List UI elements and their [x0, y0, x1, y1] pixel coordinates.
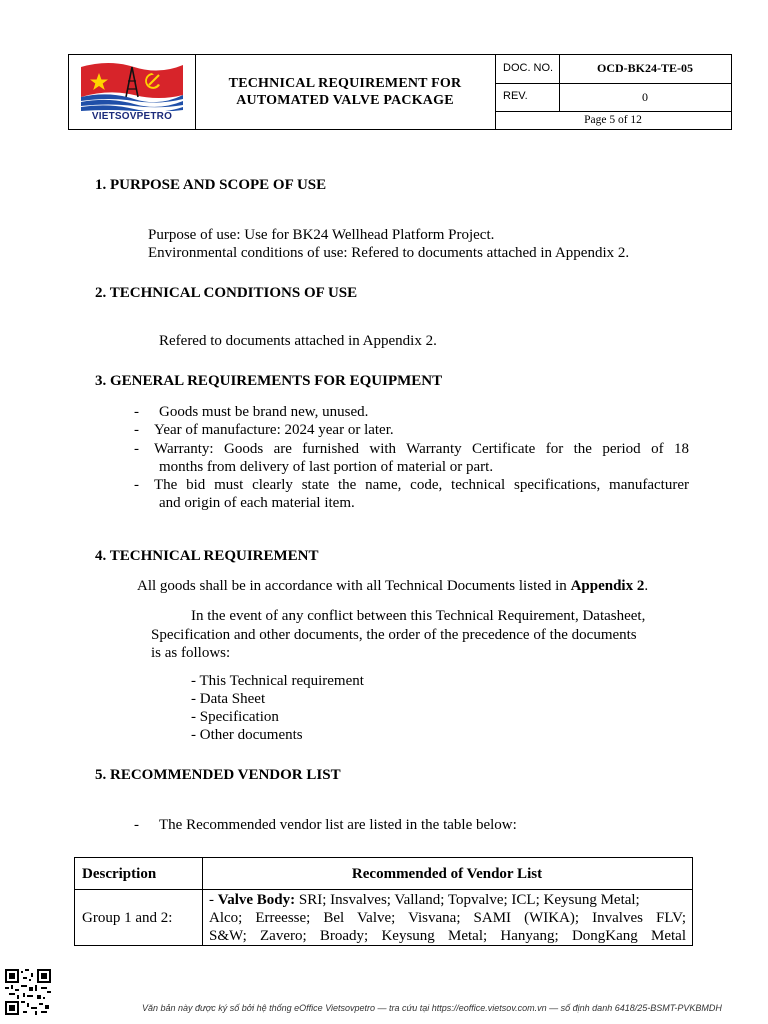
text-run: .: [644, 578, 649, 594]
text-run: All goods shall be in accordance with all Technical Documents listed in: [137, 578, 571, 594]
list-item: The bid must clearly state the name, code, technical specifications, manufacturer: [154, 477, 689, 493]
list-bullet: -: [134, 477, 139, 493]
document-header: [68, 54, 732, 130]
paragraph: [137, 577, 648, 595]
title-line: TECHNICAL REQUIREMENT FOR: [228, 76, 462, 91]
section-heading: 3. GENERAL REQUIREMENTS FOR EQUIPMENT: [95, 373, 443, 389]
valve-body-label: Valve Body:: [217, 892, 296, 908]
footer-note: Văn bản này được ký số bởi hệ thống eOffice Vietsovpetro — tra cứu tại https://eoffice.vietsov.com.vn — số định danh 6418/25-BSMT-PVKBMDH: [142, 1003, 722, 1013]
paragraph: Environmental conditions of use: Refered to documents attached in Appendix 2.: [148, 245, 630, 261]
table-header-vendors: Recommended of Vendor List: [351, 866, 543, 882]
logo-text: VIETSOVPETRO: [91, 111, 173, 122]
list-bullet: -: [134, 817, 139, 833]
paragraph: is as follows:: [151, 645, 231, 661]
list-item: - Other documents: [191, 727, 303, 743]
paragraph: The Recommended vendor list are listed in the table below:: [159, 817, 517, 833]
paragraph: In the event of any conflict between this Technical Requirement, Datasheet,: [191, 608, 646, 624]
doc-no-value: OCD-BK24-TE-05: [597, 61, 693, 75]
list-item: - This Technical requirement: [191, 673, 364, 689]
list-item: Goods must be brand new, unused.: [159, 404, 369, 420]
table-cell-description: Group 1 and 2:: [82, 910, 173, 926]
text-run: -: [209, 892, 218, 908]
vendor-line: [209, 891, 640, 909]
text-run: SRI; Insvalves; Valland; Topvalve; ICL; Keysung Metal;: [295, 892, 640, 908]
vendor-line: Alco; Erreesse; Bel Valve; Visvana; SAMI (WIKA); Invalves FLV;: [209, 910, 686, 926]
document-title: [196, 75, 494, 109]
header-divider: [495, 83, 731, 84]
page-number: Page 5 of 12: [584, 114, 642, 126]
paragraph: Refered to documents attached in Appendix 2.: [159, 333, 437, 349]
list-item: and origin of each material item.: [159, 495, 355, 511]
list-item: Year of manufacture: 2024 year or later.: [154, 422, 394, 438]
list-item: months from delivery of last portion of material or part.: [159, 459, 494, 475]
table-divider: [75, 889, 692, 890]
qr-code-icon: [5, 969, 51, 1015]
list-bullet: -: [134, 441, 139, 457]
title-line: AUTOMATED VALVE PACKAGE: [236, 93, 454, 108]
appendix-reference: Appendix 2: [570, 578, 645, 594]
list-bullet: -: [134, 404, 139, 420]
list-item: - Specification: [191, 709, 279, 725]
rev-label: REV.: [503, 90, 528, 102]
vietsovpetro-logo: [79, 61, 185, 125]
doc-no-label: DOC. NO.: [503, 62, 554, 74]
rev-value: 0: [642, 90, 648, 104]
vendor-line: S&W; Zavero; Broady; Keysung Metal; Hanyang; DongKang Metal: [209, 928, 686, 944]
list-bullet: -: [134, 422, 139, 438]
section-heading: 5. RECOMMENDED VENDOR LIST: [95, 767, 341, 783]
table-header-description: Description: [82, 866, 157, 882]
header-divider: [495, 111, 731, 112]
section-heading: 2. TECHNICAL CONDITIONS OF USE: [95, 285, 358, 301]
list-item: Warranty: Goods are furnished with Warranty Certificate for the period of 18: [154, 441, 689, 457]
section-heading: 4. TECHNICAL REQUIREMENT: [95, 548, 319, 564]
vendor-table: [74, 857, 693, 946]
paragraph: Specification and other documents, the order of the precedence of the documents: [151, 627, 637, 643]
paragraph: Purpose of use: Use for BK24 Wellhead Platform Project.: [148, 227, 495, 243]
flag-emblem-icon: [79, 61, 185, 111]
list-item: - Data Sheet: [191, 691, 266, 707]
section-heading: 1. PURPOSE AND SCOPE OF USE: [95, 177, 327, 193]
